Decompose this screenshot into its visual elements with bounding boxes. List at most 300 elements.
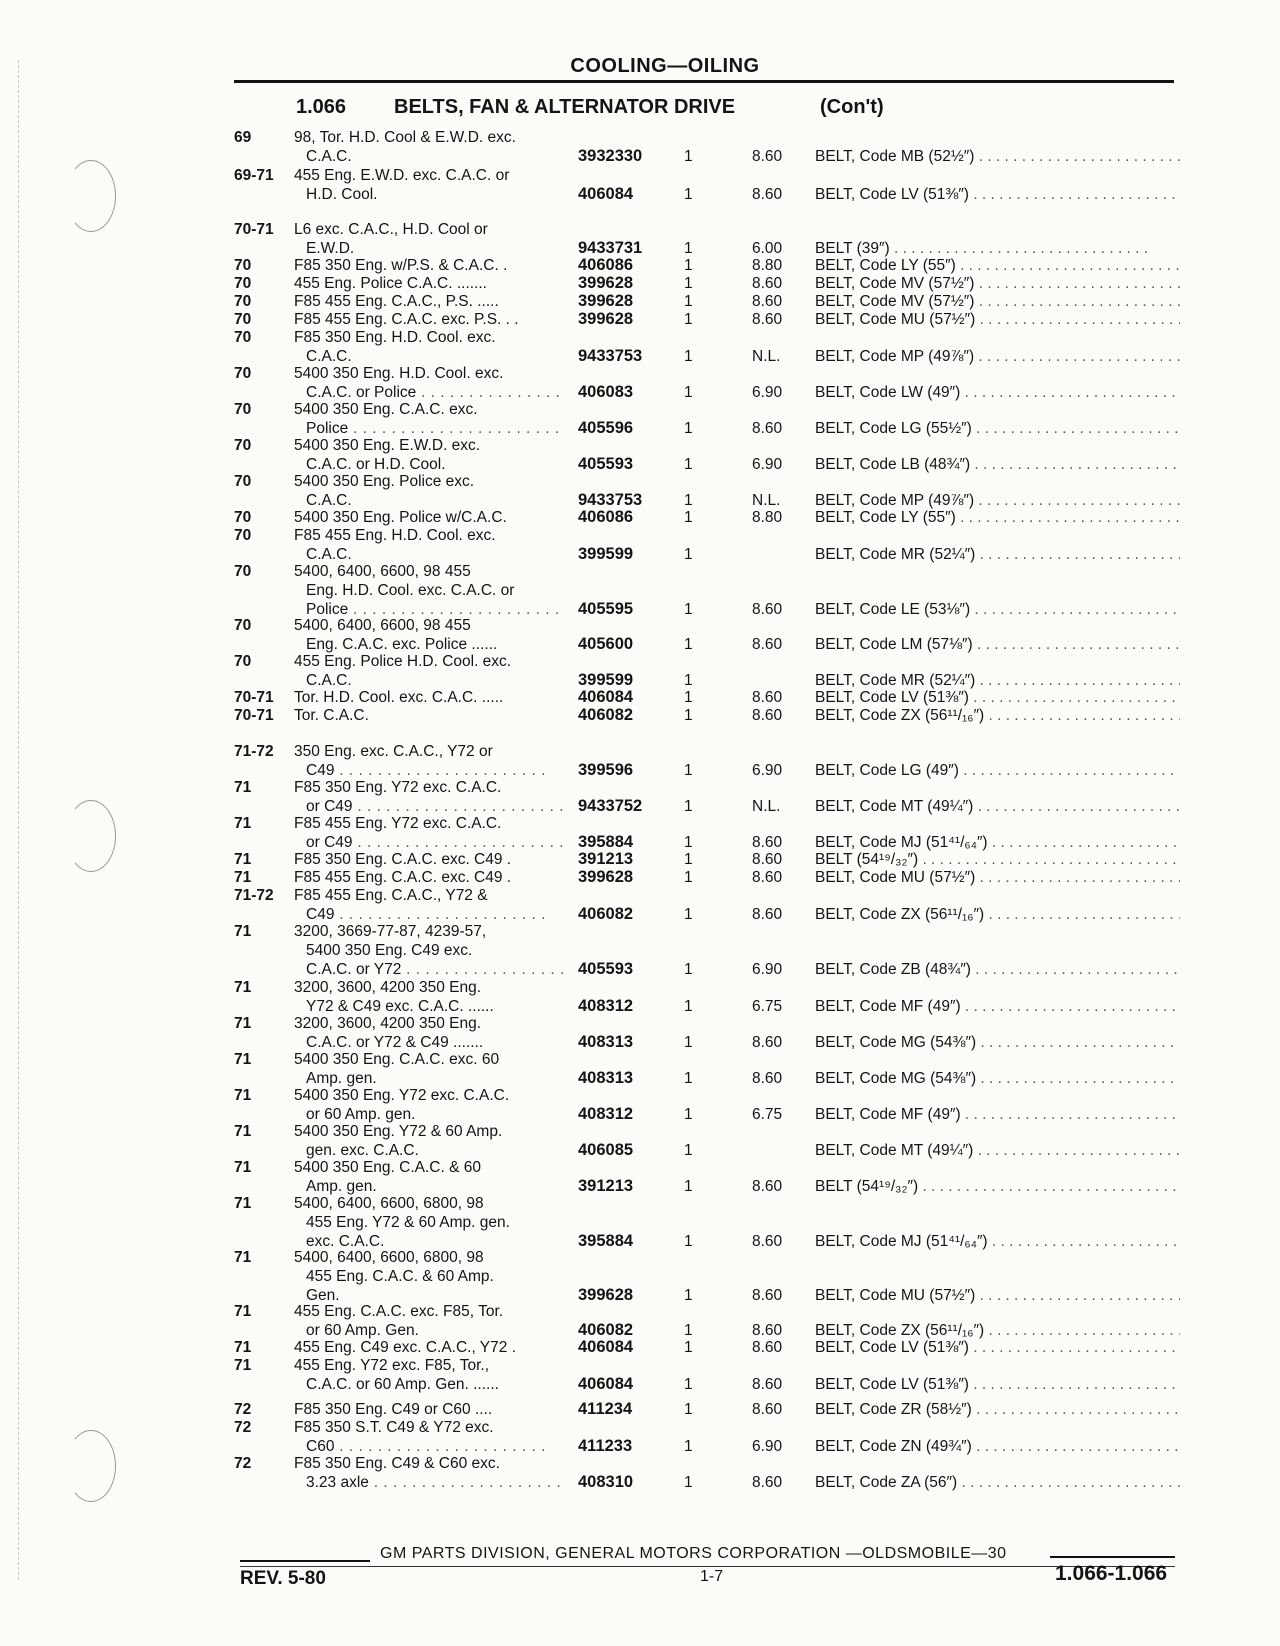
description-line: 5400 350 Eng. Police w/C.A.C. [294,509,507,526]
model-year: 71 [234,1357,252,1374]
belt-name: BELT, Code MR (52¼″) . . . [815,545,1180,564]
application-description [294,652,564,690]
description-line: C49 . . . [294,905,564,924]
quantity: 1 [684,1322,693,1339]
description-line: C.A.C. or Y72 . . . [294,960,564,979]
quantity: 1 [684,186,693,203]
application-description [294,1418,564,1456]
revision-date: REV. 5-80 [240,1568,326,1589]
quantity: 1 [684,1233,693,1250]
model-year: 71 [234,1087,252,1104]
price: 8.60 [752,1339,783,1356]
model-year: 70 [234,617,252,634]
belt-name: BELT, Code MG (54⅜″) . . . [815,1069,1180,1088]
quantity: 1 [684,148,693,165]
description-line: Y72 & C49 exc. C.A.C. ...... [306,998,494,1015]
price: 8.60 [752,1401,783,1418]
description-line: or C49 . . . [294,797,564,816]
binder-hole-icon [66,1430,116,1502]
description-line: C.A.C. [306,148,352,165]
belt-name: BELT (39″) . . . [815,239,1180,258]
quantity: 1 [684,348,693,365]
application-description [294,364,564,402]
price: 8.60 [752,707,783,724]
quantity: 1 [684,257,693,274]
application-description [294,1248,564,1305]
part-number: 395884 [578,833,634,851]
price: 8.60 [752,906,783,923]
description-line: 5400 350 Eng. E.W.D. exc. [294,437,481,454]
application-description [294,1356,564,1394]
application-description [294,1050,564,1088]
description-line: 455 Eng. C.A.C. & 60 Amp. [306,1268,494,1285]
part-number: 405596 [578,419,634,437]
application-description [294,1014,564,1052]
application-description [294,1122,564,1160]
description-line: F85 350 Eng. w/P.S. & C.A.C. . [294,257,508,274]
belt-name: BELT, Code LV (51⅜″) . . . [815,688,1180,707]
belt-name: BELT, Code LM (57⅛″) . . . [815,635,1180,654]
application-description [294,400,564,438]
application-description [294,1400,564,1419]
belt-name: BELT, Code LG (49″) . . . [815,761,1180,780]
description-line: Amp. gen. [306,1178,377,1195]
description-line: F85 350 Eng. C49 or C60 .... [294,1401,493,1418]
model-year: 70 [234,509,252,526]
model-year: 70 [234,437,252,454]
belt-name: BELT, Code LV (51⅜″) . . . [815,1375,1180,1394]
application-description [294,886,564,924]
belt-name: BELT, Code MU (57½″) . . . [815,1286,1180,1305]
application-description [294,256,564,275]
description-line: 98, Tor. H.D. Cool & E.W.D. exc. [294,129,516,146]
application-description [294,508,564,527]
quantity: 1 [684,1438,693,1455]
part-number: 399628 [578,310,634,328]
belt-name: BELT, Code MU (57½″) . . . [815,310,1180,329]
price: 8.80 [752,509,783,526]
model-year: 71 [234,1195,252,1212]
price: 8.60 [752,636,783,653]
belt-name: BELT, Code LG (55½″) . . . [815,419,1180,438]
quantity: 1 [684,689,693,706]
description-line: C.A.C. or Police . . . [294,383,564,402]
description-line: 455 Eng. Y72 exc. F85, Tor., [294,1357,490,1374]
model-year: 71 [234,923,252,940]
description-line: 5400 350 Eng. H.D. Cool. exc. [294,365,504,382]
application-description [294,778,564,816]
quantity: 1 [684,1474,693,1491]
belt-name: BELT, Code LW (49″) . . . [815,383,1180,402]
description-line: C49 . . . [294,761,564,780]
model-year: 70 [234,275,252,292]
price: N.L. [752,348,781,365]
quantity: 1 [684,1339,693,1356]
description-line: 455 Eng. Police H.D. Cool. exc. [294,653,512,670]
quantity: 1 [684,275,693,292]
model-year: 70 [234,401,252,418]
application-description [294,868,564,887]
description-line: C60 . . . [294,1437,564,1456]
application-description [294,472,564,510]
price: 6.90 [752,384,783,401]
model-year: 71 [234,1123,252,1140]
quantity: 1 [684,1178,693,1195]
belt-name: BELT, Code LB (48¾″) . . . [815,455,1180,474]
model-year: 71 [234,1159,252,1176]
belt-name: BELT, Code MT (49¼″) . . . [815,1141,1180,1160]
model-year: 70 [234,563,252,580]
belt-name: BELT, Code MG (54⅜″) . . . [815,1033,1180,1052]
description-line: 3200, 3600, 4200 350 Eng. [294,979,482,996]
page-edge-line [18,60,20,1580]
application-description [294,1086,564,1124]
belt-name: BELT, Code MR (52¼″) . . . [815,671,1180,690]
description-line: Eng. C.A.C. exc. Police ...... [306,636,498,653]
description-line: L6 exc. C.A.C., H.D. Cool or [294,221,488,238]
application-description [294,274,564,293]
part-number: 399628 [578,274,634,292]
belt-name: BELT, Code MU (57½″) . . . [815,868,1180,887]
belt-name: BELT, Code ZX (56¹¹/₁₆″) . . . [815,1321,1180,1340]
quantity: 1 [684,798,693,815]
model-year: 71 [234,979,252,996]
model-year: 71 [234,1303,252,1320]
belt-name: BELT, Code MF (49″) . . . [815,1105,1180,1124]
description-line: E.W.D. [306,240,355,257]
model-year: 70 [234,257,252,274]
model-year: 71-72 [234,887,274,904]
description-line: F85 350 Eng. C49 & C60 exc. [294,1455,500,1472]
application-description [294,166,564,204]
description-line: C.A.C. or Y72 & C49 ....... [306,1034,484,1051]
description-line: 350 Eng. exc. C.A.C., Y72 or [294,743,493,760]
quantity: 1 [684,293,693,310]
price: 8.60 [752,1287,783,1304]
description-line: 455 Eng. Y72 & 60 Amp. gen. [306,1214,510,1231]
model-year: 70 [234,653,252,670]
description-line: F85 455 Eng. C.A.C., Y72 & [294,887,488,904]
description-line: C.A.C. [306,492,352,509]
belt-name: BELT, Code MT (49¼″) . . . [815,797,1180,816]
model-year: 70 [234,329,252,346]
part-number: 408313 [578,1069,634,1087]
description-line: 5400, 6400, 6600, 6800, 98 [294,1195,484,1212]
belt-name: BELT, Code MV (57½″) . . . [815,274,1180,293]
belt-name: BELT, Code ZA (56″) . . . [815,1473,1180,1492]
belt-name: BELT, Code ZX (56¹¹/₁₆″) . . . [815,706,1180,725]
description-line: F85 455 Eng. C.A.C., P.S. ..... [294,293,499,310]
belt-name: BELT, Code MP (49⅞″) . . . [815,347,1180,366]
part-number: 411233 [578,1437,633,1455]
model-year: 71 [234,1339,252,1356]
description-line: 5400, 6400, 6600, 98 455 [294,617,471,634]
footer-rule-right [1050,1556,1175,1558]
model-year: 69 [234,129,252,146]
price: 6.90 [752,456,783,473]
part-number: 406084 [578,1338,634,1356]
header-rule [234,80,1174,83]
quantity: 1 [684,1401,693,1418]
description-line: 5400 350 Eng. C.A.C. exc. 60 [294,1051,500,1068]
description-line: gen. exc. C.A.C. [306,1142,419,1159]
model-year: 70 [234,473,252,490]
price: 8.60 [752,186,783,203]
belt-name: BELT, Code MJ (51⁴¹/₆₄″) . . . [815,833,1180,852]
application-description [294,1338,564,1357]
quantity: 1 [684,672,693,689]
description-line: F85 455 Eng. C.A.C. exc. P.S. . . [294,311,519,328]
part-number: 406084 [578,1375,634,1393]
part-number: 405593 [578,455,634,473]
model-year: 70 [234,293,252,310]
group-number: 1.066 [296,96,347,118]
section-title: COOLING—OILING [570,55,760,77]
description-line: Eng. H.D. Cool. exc. C.A.C. or [306,582,515,599]
description-line: 455 Eng. C.A.C. exc. F85, Tor. [294,1303,504,1320]
part-number: 391213 [578,1177,634,1195]
description-line: F85 350 Eng. Y72 exc. C.A.C. [294,779,502,796]
footer-rule [240,1566,1175,1567]
belt-name: BELT, Code MV (57½″) . . . [815,292,1180,311]
price: 8.60 [752,311,783,328]
quantity: 1 [684,636,693,653]
price: 8.60 [752,1322,783,1339]
part-number: 408310 [578,1473,634,1491]
quantity: 1 [684,509,693,526]
quantity: 1 [684,1106,693,1123]
belt-name: BELT, Code LY (55″) . . . [815,256,1180,275]
description-line: or 60 Amp. gen. [306,1106,416,1123]
description-line: C.A.C. or H.D. Cool. [306,456,446,473]
belt-name: BELT, Code LY (55″) . . . [815,508,1180,527]
application-description [294,742,564,780]
price: 8.80 [752,257,783,274]
price: 8.60 [752,148,783,165]
group-range: 1.066-1.066 [1055,1562,1168,1585]
description-line: 3200, 3669-77-87, 4239-57, [294,923,487,940]
description-line: 5400 350 Eng. Y72 & 60 Amp. [294,1123,503,1140]
price: 6.75 [752,998,783,1015]
price: 8.60 [752,1178,783,1195]
description-line: Tor. C.A.C. [294,707,369,724]
quantity: 1 [684,384,693,401]
application-description [294,1158,564,1196]
price: 8.60 [752,275,783,292]
model-year: 72 [234,1419,252,1436]
part-number: 406085 [578,1141,634,1159]
application-description [294,292,564,311]
quantity: 1 [684,1142,693,1159]
belt-name: BELT, Code LV (51⅜″) . . . [815,1338,1180,1357]
price: 6.00 [752,240,783,257]
part-number: 9433731 [578,239,643,257]
model-year: 70 [234,527,252,544]
price: 8.60 [752,1233,783,1250]
quantity: 1 [684,456,693,473]
description-line: or C49 . . . [294,833,564,852]
description-line: 5400, 6400, 6600, 6800, 98 [294,1249,484,1266]
part-number: 405595 [578,600,634,618]
description-line: C.A.C. [306,672,352,689]
footer-publisher: GM PARTS DIVISION, GENERAL MOTORS CORPORATION —OLDSMOBILE—30 [380,1545,1007,1562]
application-description [294,526,564,564]
part-number: 9433753 [578,347,643,365]
application-description [294,850,564,869]
part-number: 9433752 [578,797,643,815]
quantity: 1 [684,998,693,1015]
description-line: Police . . . [294,600,564,619]
model-year: 71 [234,1051,252,1068]
quantity: 1 [684,707,693,724]
description-line: 3200, 3600, 4200 350 Eng. [294,1015,482,1032]
belt-name: BELT, Code MF (49″) . . . [815,997,1180,1016]
quantity: 1 [684,1070,693,1087]
part-number: 391213 [578,850,634,868]
description-line: F85 455 Eng. H.D. Cool. exc. [294,527,496,544]
description-line: Tor. H.D. Cool. exc. C.A.C. ..... [294,689,504,706]
description-line: F85 350 S.T. C49 & Y72 exc. [294,1419,494,1436]
application-description [294,616,564,654]
price: N.L. [752,798,781,815]
price: 8.60 [752,1034,783,1051]
application-description [294,1302,564,1340]
quantity: 1 [684,240,693,257]
description-line: H.D. Cool. [306,186,378,203]
price: 8.60 [752,601,783,618]
quantity: 1 [684,1287,693,1304]
price: 6.90 [752,961,783,978]
price: 8.60 [752,293,783,310]
quantity: 1 [684,869,693,886]
model-year: 71 [234,1015,252,1032]
description-line: Police . . . [294,419,564,438]
description-line: Amp. gen. [306,1070,377,1087]
quantity: 1 [684,851,693,868]
part-number: 408313 [578,1033,634,1051]
price: 8.60 [752,1070,783,1087]
description-line: 455 Eng. C49 exc. C.A.C., Y72 . [294,1339,517,1356]
application-description [294,220,564,258]
description-line: 5400 350 Eng. C49 exc. [306,942,473,959]
model-year: 69-71 [234,167,274,184]
description-line: 5400 350 Eng. C.A.C. exc. [294,401,478,418]
application-description [294,922,564,979]
application-description [294,706,564,725]
group-name: BELTS, FAN & ALTERNATOR DRIVE [394,96,736,118]
description-line: 5400 350 Eng. Y72 exc. C.A.C. [294,1087,510,1104]
model-year: 72 [234,1401,252,1418]
description-line: C.A.C. [306,546,352,563]
part-number: 406082 [578,905,634,923]
description-line: F85 350 Eng. C.A.C. exc. C49 . [294,851,512,868]
part-number: 3932330 [578,147,643,165]
part-number: 399628 [578,868,634,886]
part-number: 406086 [578,508,634,526]
model-year: 70 [234,365,252,382]
part-number: 405600 [578,635,634,653]
model-year: 70 [234,311,252,328]
quantity: 1 [684,420,693,437]
description-line: 5400 350 Eng. C.A.C. & 60 [294,1159,481,1176]
quantity: 1 [684,762,693,779]
model-year: 71 [234,815,252,832]
application-description [294,1194,564,1251]
quantity: 1 [684,961,693,978]
application-description [294,562,564,619]
part-number: 399596 [578,761,634,779]
continued-label: (Con't) [820,96,884,118]
part-number: 399599 [578,671,634,689]
belt-name: BELT, Code MP (49⅞″) . . . [815,491,1180,510]
price: 8.60 [752,1376,783,1393]
part-number: 406082 [578,1321,634,1339]
model-year: 72 [234,1455,252,1472]
part-number: 9433753 [578,491,643,509]
description-line: 5400 350 Eng. Police exc. [294,473,475,490]
price: 8.60 [752,1474,783,1491]
model-year: 71 [234,869,252,886]
application-description [294,688,564,707]
application-description [294,814,564,852]
belt-name: BELT, Code MJ (51⁴¹/₆₄″) . . . [815,1232,1180,1251]
description-line: C.A.C. or 60 Amp. Gen. ...... [306,1376,499,1393]
part-number: 399599 [578,545,634,563]
price: 6.90 [752,762,783,779]
model-year: 70-71 [234,689,274,706]
model-year: 71 [234,851,252,868]
binder-hole-icon [66,160,116,232]
part-number: 399628 [578,1286,634,1304]
model-year: 71-72 [234,743,274,760]
application-description [294,978,564,1016]
part-number: 406083 [578,383,634,401]
part-number: 406084 [578,688,634,706]
model-year: 71 [234,1249,252,1266]
price: 8.60 [752,689,783,706]
footer-rule-left [240,1560,370,1562]
price: 8.60 [752,834,783,851]
price: 6.90 [752,1438,783,1455]
description-line: F85 350 Eng. H.D. Cool. exc. [294,329,496,346]
application-description [294,310,564,329]
part-number: 411234 [578,1400,633,1418]
quantity: 1 [684,834,693,851]
description-line: C.A.C. [306,348,352,365]
part-number: 406084 [578,185,634,203]
quantity: 1 [684,906,693,923]
application-description [294,1454,564,1492]
description-line: exc. C.A.C. [306,1233,385,1250]
application-description [294,128,564,166]
model-year: 71 [234,779,252,796]
belt-name: BELT, Code LE (53⅛″) . . . [815,600,1180,619]
belt-name: BELT, Code LV (51⅜″) . . . [815,185,1180,204]
part-number: 406086 [578,256,634,274]
quantity: 1 [684,1376,693,1393]
description-line: 455 Eng. Police C.A.C. ....... [294,275,487,292]
belt-name: BELT, Code ZB (48¾″) . . . [815,960,1180,979]
application-description [294,436,564,474]
part-number: 406082 [578,706,634,724]
part-number: 405593 [578,960,634,978]
quantity: 1 [684,601,693,618]
model-year: 70-71 [234,707,274,724]
page-number: 1-7 [700,1568,724,1585]
description-line: 5400, 6400, 6600, 98 455 [294,563,471,580]
quantity: 1 [684,492,693,509]
description-line: Gen. [306,1287,340,1304]
